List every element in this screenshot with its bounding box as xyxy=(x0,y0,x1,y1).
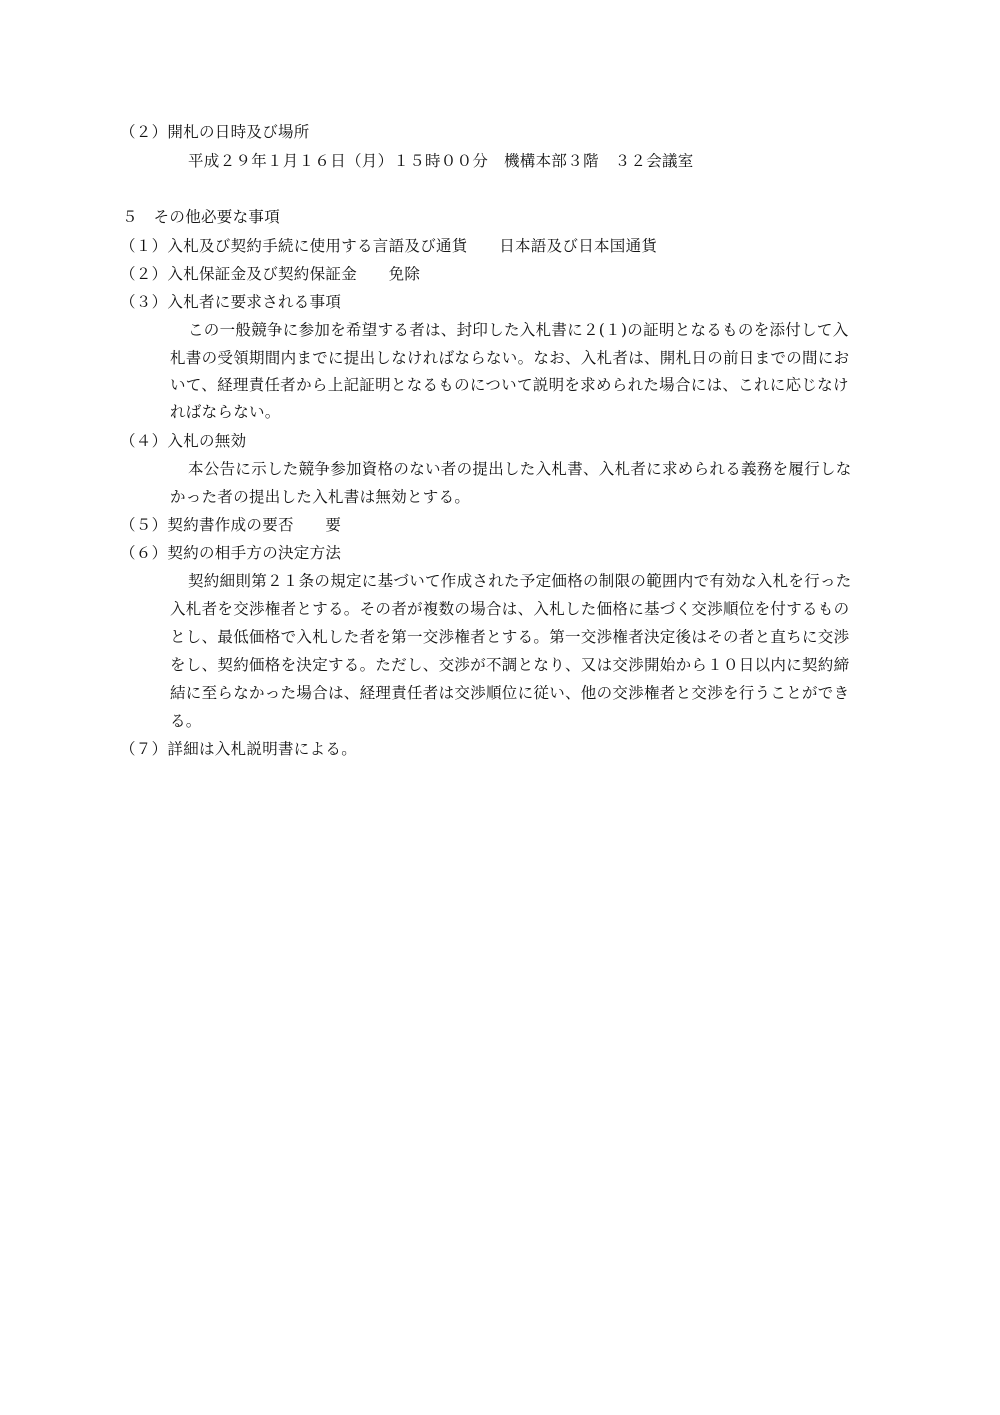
item7-details: （７）詳細は入札説明書による。 xyxy=(120,740,358,758)
item2-deposit: （２）入札保証金及び契約保証金 免除 xyxy=(120,265,421,283)
item5-contract-document: （５）契約書作成の要否 要 xyxy=(120,516,342,534)
item4-heading: （４）入札の無効 xyxy=(120,432,247,450)
item1-language-currency: （１）入札及び契約手続に使用する言語及び通貨 日本語及び日本国通貨 xyxy=(120,237,658,255)
item3-body-line: いて、経理責任者から上記証明となるものについて説明を求められた場合には、これに応じなけ xyxy=(170,376,849,394)
item3-body-line: この一般競争に参加を希望する者は、封印した入札書に２(１)の証明となるものを添付して入 xyxy=(188,321,849,339)
item3-body-line: 札書の受領期間内までに提出しなければならない。なお、入札者は、開札日の前日までの間にお xyxy=(170,349,850,367)
item6-heading: （６）契約の相手方の決定方法 xyxy=(120,544,342,562)
item6-body-line: 入札者を交渉権者とする。その者が複数の場合は、入札した価格に基づく交渉順位を付するもの xyxy=(170,600,850,618)
opening-datetime-place: 平成２９年１月１６日（月）１５時００分 機構本部３階 ３２会議室 xyxy=(188,152,694,170)
section5-heading: ５ その他必要な事項 xyxy=(122,208,281,226)
item4-body-line: 本公告に示した競争参加資格のない者の提出した入札書、入札者に求められる義務を履行しな xyxy=(188,460,852,478)
item3-heading: （３）入札者に要求される事項 xyxy=(120,293,342,311)
item6-body-line: 結に至らなかった場合は、経理責任者は交渉順位に従い、他の交渉権者と交渉を行うことができ xyxy=(170,684,850,702)
item6-body-line: をし、契約価格を決定する。ただし、交渉が不調となり、又は交渉開始から１０日以内に契約締 xyxy=(170,656,850,674)
opening-heading: （２）開札の日時及び場所 xyxy=(120,123,310,141)
item6-body-line: る。 xyxy=(170,712,202,730)
item3-body-line: ればならない。 xyxy=(170,403,281,421)
item4-body-line: かった者の提出した入札書は無効とする。 xyxy=(170,488,471,506)
item6-body-line: とし、最低価格で入札した者を第一交渉権者とする。第一交渉権者決定後はその者と直ちに交渉 xyxy=(170,628,850,646)
item6-body-line: 契約細則第２１条の規定に基づいて作成された予定価格の制限の範囲内で有効な入札を行った xyxy=(188,572,852,590)
